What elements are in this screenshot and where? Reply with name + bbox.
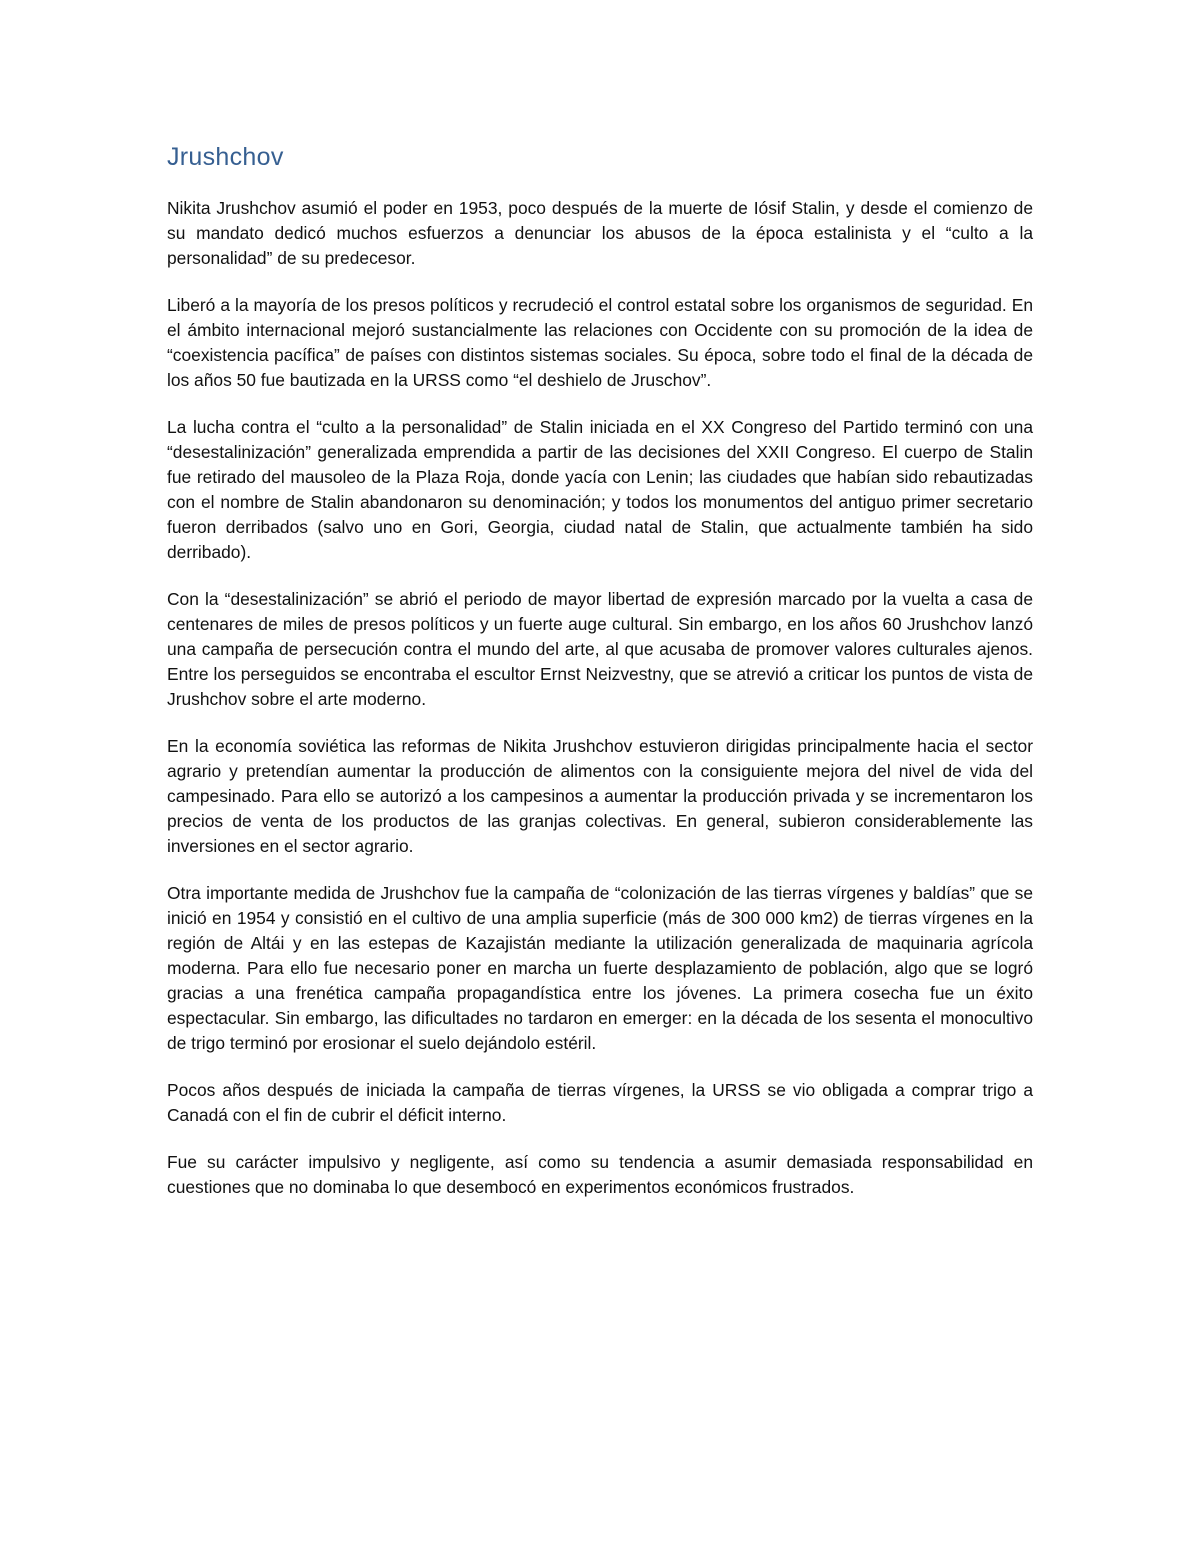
paragraph-6: Otra importante medida de Jrushchov fue la campaña de “colonización de las tierras vírgenes y baldías” que se inició en 1954 y consistió en el cultivo de una amplia superficie (más de 300 000 km2) de tierras vírgenes en la región de Altái y en las estepas de Kazajistán mediante la utilización generalizada de maquinaria agrícola moderna. Para ello fue necesario poner en marcha un fuerte desplazamiento de población, algo que se logró gracias a una frenética campaña propagandística entre los jóvenes. La primera cosecha fue un éxito espectacular. Sin embargo, las dificultades no tardaron en emerger: en la década de los sesenta el monocultivo de trigo terminó por erosionar el suelo dejándolo estéril. bbox=[167, 883, 1033, 1053]
document-title: Jrushchov bbox=[167, 143, 284, 171]
paragraph-7: Pocos años después de iniciada la campaña de tierras vírgenes, la URSS se vio obligada a comprar trigo a Canadá con el fin de cubrir el déficit interno. bbox=[167, 1080, 1033, 1125]
paragraph-4: Con la “desestalinización” se abrió el periodo de mayor libertad de expresión marcado por la vuelta a casa de centenares de miles de presos políticos y un fuerte auge cultural. Sin embargo, en los años 60 Jrushchov lanzó una campaña de persecución contra el mundo del arte, al que acusaba de promover valores culturales ajenos. Entre los perseguidos se encontraba el escultor Ernst Neizvestny, que se atrevió a criticar los puntos de vista de Jrushchov sobre el arte moderno. bbox=[167, 589, 1033, 709]
document-body bbox=[167, 140, 1033, 1222]
paragraph-2: Liberó a la mayoría de los presos políticos y recrudeció el control estatal sobre los organismos de seguridad. En el ámbito internacional mejoró sustancialmente las relaciones con Occidente con su promoción de la idea de “coexistencia pacífica” de países con distintos sistemas sociales. Su época, sobre todo el final de la década de los años 50 fue bautizada en la URSS como “el deshielo de Jruschov”. bbox=[167, 295, 1033, 390]
paragraph-3: La lucha contra el “culto a la personalidad” de Stalin iniciada en el XX Congreso del Partido terminó con una “desestalinización” generalizada emprendida a partir de las decisiones del XXII Congreso. El cuerpo de Stalin fue retirado del mausoleo de la Plaza Roja, donde yacía con Lenin; las ciudades que habían sido rebautizadas con el nombre de Stalin abandonaron su denominación; y todos los monumentos del antiguo primer secretario fueron derribados (salvo uno en Gori, Georgia, ciudad natal de Stalin, que actualmente también ha sido derribado). bbox=[167, 417, 1033, 562]
paragraph-1: Nikita Jrushchov asumió el poder en 1953, poco después de la muerte de Iósif Stalin, y desde el comienzo de su mandato dedicó muchos esfuerzos a denunciar los abusos de la época estalinista y el “culto a la personalidad” de su predecesor. bbox=[167, 198, 1033, 268]
paragraph-5: En la economía soviética las reformas de Nikita Jrushchov estuvieron dirigidas principalmente hacia el sector agrario y pretendían aumentar la producción de alimentos con la consiguiente mejora del nivel de vida del campesinado. Para ello se autorizó a los campesinos a aumentar la producción privada y se incrementaron los precios de venta de los productos de las granjas colectivas. En general, subieron considerablemente las inversiones en el sector agrario. bbox=[167, 736, 1033, 856]
paragraph-8: Fue su carácter impulsivo y negligente, así como su tendencia a asumir demasiada responsabilidad en cuestiones que no dominaba lo que desembocó en experimentos económicos frustrados. bbox=[167, 1152, 1033, 1197]
